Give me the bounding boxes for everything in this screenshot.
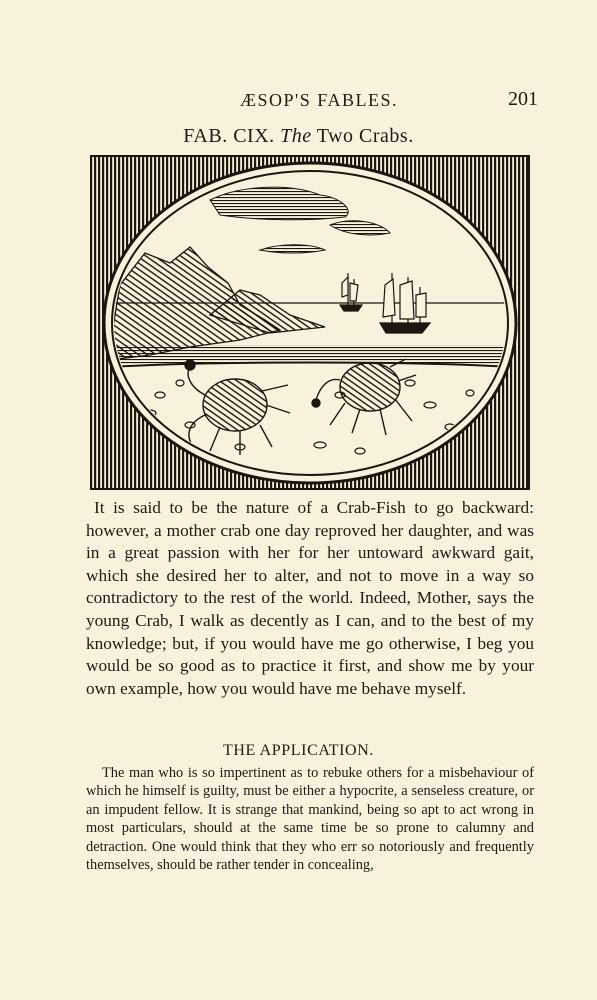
fable-paragraph: It is said to be the nature of a Crab-Fish to go backward: however, a mother crab one day reproved her daughter, and was in a great passion with her for her untoward awkward gait, which she desired her to alter, and not to move in a way so contradictory to the rest of the world. Indeed, Mother, says the young Crab, I walk as decently as I can, and to the best of my knowledge; but, if you would have me go otherwise, I beg you would be so good as to practice it first, and show me by your own example, how you would have me behave myself. — [86, 498, 534, 698]
woodcut-illustration — [90, 155, 530, 490]
fable-title-article: The — [280, 125, 312, 147]
application-paragraph: The man who is so impertinent as to rebuke others for a misbehaviour of which he himself is guilty, must be either a hypocrite, a senseless creature, or an impudent fellow. It is strange that mankind, being so apt to act wrong in most particulars, should at the same time be so prone to calumny and detraction. One would think that they who err so notoriously and frequently themselves, should be rather tender in concealing, — [86, 765, 534, 874]
fable-title — [0, 125, 597, 148]
fable-number: FAB. CIX. — [183, 125, 275, 147]
running-title: ÆSOP'S FABLES. — [240, 90, 398, 110]
running-head — [0, 90, 597, 114]
fable-text — [86, 497, 534, 700]
fable-title-rest: Two Crabs. — [316, 125, 414, 147]
page-number: 201 — [508, 88, 538, 110]
application-text — [86, 764, 534, 874]
application-heading: THE APPLICATION. — [223, 742, 374, 759]
